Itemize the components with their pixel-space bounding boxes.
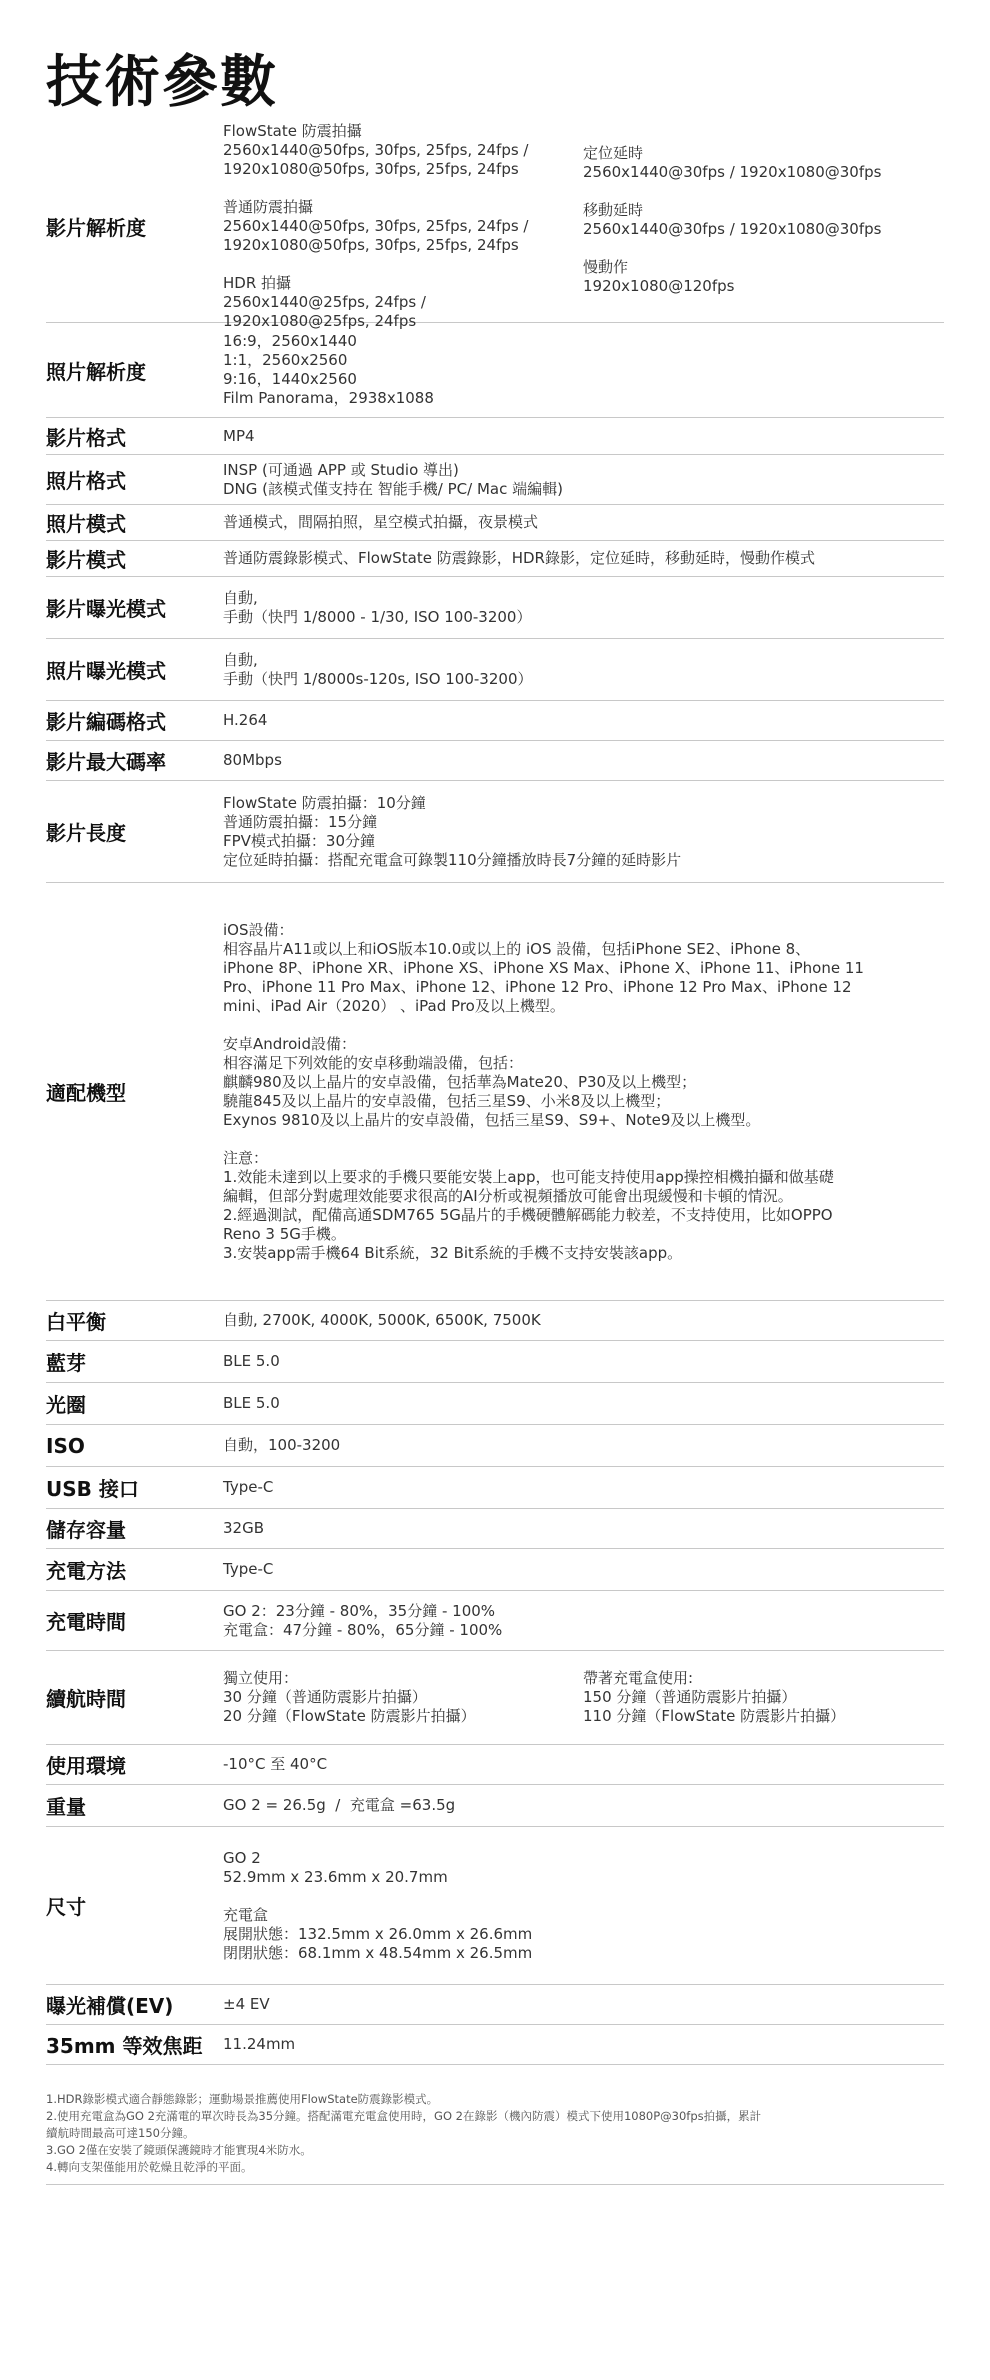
spec-value	[223, 1472, 944, 1503]
spec-row-bluetooth	[46, 1341, 944, 1383]
spec-label: 影片編碼格式	[46, 710, 166, 734]
spec-line: 移動延時	[583, 200, 644, 219]
spec-value	[223, 915, 944, 1269]
spec-value	[223, 1554, 944, 1585]
spec-line: MP4	[223, 426, 255, 445]
spec-line: GO 2：23分鐘 - 80%，35分鐘 - 100%	[223, 1601, 496, 1620]
spec-line: 驍龍845及以上晶片的安卓設備，包括三星S9、小米8及以上機型；	[223, 1091, 671, 1110]
spec-line: 2560x1440@50fps, 30fps, 25fps, 24fps /	[223, 216, 529, 235]
spec-label: 充電方法	[46, 1559, 126, 1583]
spec-label: 曝光補償(EV)	[46, 1994, 174, 2018]
spec-value	[223, 645, 944, 695]
spec-value	[223, 1596, 944, 1646]
spec-value	[223, 1346, 944, 1377]
spec-line: Film Panorama，2938x1088	[223, 389, 434, 407]
spec-value-left	[223, 1669, 583, 1726]
spec-value	[223, 1388, 944, 1419]
spec-row-environment	[46, 1745, 944, 1785]
spec-label: 白平衡	[46, 1310, 106, 1334]
spec-row-compatible-devices	[46, 883, 944, 1301]
spec-label: 照片模式	[46, 512, 126, 536]
spec-line: 普通防震拍攝	[223, 197, 314, 216]
spec-line: FlowState 防震拍攝：10分鐘	[223, 793, 426, 812]
spec-value	[223, 2029, 944, 2060]
spec-row-storage	[46, 1509, 944, 1549]
spec-line: 20 分鐘（FlowState 防震影片拍攝）	[223, 1707, 476, 1725]
spec-line: 2560x1440@50fps, 30fps, 25fps, 24fps /	[223, 140, 529, 159]
spec-value	[223, 1430, 944, 1461]
spec-row-photo-format	[46, 455, 944, 505]
spec-label: 續航時間	[46, 1687, 126, 1711]
spec-line: 110 分鐘（FlowState 防震影片拍攝）	[583, 1707, 846, 1725]
spec-line	[223, 255, 583, 274]
spec-row-codec	[46, 701, 944, 741]
spec-line: 安卓Android設備：	[223, 1034, 356, 1053]
spec-line: 2560x1440@30fps / 1920x1080@30fps	[583, 219, 882, 238]
spec-label: 使用環境	[46, 1754, 126, 1778]
spec-line: 續航時間最高可達150分鐘。	[46, 2126, 195, 2140]
spec-line: BLE 5.0	[223, 1394, 280, 1412]
spec-line: 1920x1080@120fps	[583, 276, 735, 295]
spec-line: 自動，100-3200	[223, 1436, 341, 1454]
spec-value	[223, 116, 944, 337]
spec-value-right	[583, 1669, 944, 1726]
spec-label: 影片最大碼率	[46, 750, 166, 774]
spec-line: HDR 拍攝	[223, 273, 292, 292]
spec-line: mini、iPad Air（2020） 、iPad Pro及以上機型。	[223, 996, 565, 1015]
spec-line: ±4 EV	[223, 1995, 270, 2013]
spec-line: 1920x1080@50fps, 30fps, 25fps, 24fps	[223, 235, 519, 254]
spec-row-aperture	[46, 1383, 944, 1425]
spec-line: iOS設備：	[223, 920, 294, 939]
spec-line: 52.9mm x 23.6mm x 20.7mm	[223, 1867, 448, 1886]
spec-label: 重量	[46, 1795, 86, 1819]
spec-label: 照片曝光模式	[46, 659, 166, 683]
spec-row-duration	[46, 781, 944, 883]
spec-row-photo-exposure	[46, 639, 944, 701]
spec-line: 普通防震拍攝：15分鐘	[223, 812, 378, 831]
spec-line: 手動（快門 1/8000 - 1/30, ISO 100-3200）	[223, 607, 532, 626]
spec-line: Exynos 9810及以上晶片的安卓設備，包括三星S9、S9+、Note9及以上機型。	[223, 1110, 761, 1129]
spec-row-battery-life	[46, 1651, 944, 1745]
spec-label: USB 接口	[46, 1477, 139, 1501]
spec-value	[223, 326, 944, 414]
spec-label: ISO	[46, 1433, 85, 1458]
spec-row-charge-time	[46, 1591, 944, 1651]
spec-value	[223, 1989, 944, 2020]
spec-line: 3.安裝app需手機64 Bit系統，32 Bit系統的手機不支持安裝該app。	[223, 1243, 683, 1262]
spec-line: INSP (可通過 APP 或 Studio 導出)	[223, 460, 459, 479]
spec-label: 影片曝光模式	[46, 597, 166, 621]
spec-value	[223, 455, 944, 505]
spec-table	[46, 121, 944, 2065]
spec-value-left	[223, 122, 583, 331]
spec-line: 30 分鐘（普通防震影片拍攝）	[223, 1688, 427, 1706]
spec-row-bitrate	[46, 741, 944, 781]
spec-line: 普通模式，間隔拍照，星空模式拍攝，夜景模式	[223, 513, 539, 531]
spec-line: FlowState 防震拍攝	[223, 121, 362, 140]
spec-line: BLE 5.0	[223, 1352, 280, 1370]
spec-line: GO 2	[223, 1848, 261, 1867]
spec-line: 11.24mm	[223, 2035, 296, 2053]
spec-label: 影片解析度	[46, 215, 146, 240]
spec-line: 相容滿足下列效能的安卓移動端設備，包括：	[223, 1053, 524, 1072]
spec-value	[223, 1749, 944, 1780]
spec-line	[223, 1130, 944, 1149]
spec-value	[223, 583, 944, 633]
spec-line: 16:9，2560x1440	[223, 332, 357, 350]
spec-line: 2.使用充電盒為GO 2充滿電的單次時長為35分鐘。搭配滿電充電盒使用時，GO 2在錄影（機內防震）模式下使用1080P@30fps拍攝，累計	[46, 2109, 762, 2123]
spec-line: 帶著充電盒使用:	[583, 1669, 694, 1687]
spec-label: 影片長度	[46, 821, 126, 845]
spec-row-video-exposure	[46, 577, 944, 639]
spec-label: 尺寸	[46, 1895, 86, 1919]
spec-value	[223, 1790, 944, 1821]
spec-value	[223, 1305, 944, 1336]
spec-line: Type-C	[223, 1560, 274, 1578]
spec-row-usb	[46, 1467, 944, 1509]
spec-line: 獨立使用：	[223, 1669, 299, 1687]
spec-label: 35mm 等效焦距	[46, 2034, 203, 2058]
spec-label: 充電時間	[46, 1610, 126, 1634]
spec-line: 慢動作	[583, 257, 629, 276]
spec-line: H.264	[223, 711, 268, 729]
spec-row-iso	[46, 1425, 944, 1467]
spec-line: GO 2 = 26.5g / 充電盒 =63.5g	[223, 1796, 456, 1814]
spec-line: Pro、iPhone 11 Pro Max、iPhone 12、iPhone 12 Pro、iPhone 12 Pro Max、iPhone 12	[223, 977, 852, 996]
footnotes	[46, 2091, 944, 2185]
spec-line: 普通防震錄影模式、FlowState 防震錄影，HDR錄影，定位延時，移動延時，慢動作模式	[223, 549, 815, 567]
spec-line: 編輯，但部分對處理效能要求很高的AI分析或視頻播放可能會出現緩慢和卡頓的情況。	[223, 1186, 793, 1205]
spec-line: 自動,	[223, 650, 258, 669]
spec-line: 充電盒：47分鐘 - 80%，65分鐘 - 100%	[223, 1620, 503, 1639]
spec-line: 1920x1080@25fps, 24fps	[223, 311, 417, 330]
spec-line: FPV模式拍攝：30分鐘	[223, 831, 376, 850]
spec-line: 相容晶片A11或以上和iOS版本10.0或以上的 iOS 設備，包括iPhone SE2、iPhone 8、	[223, 939, 811, 958]
spec-line: 2560x1440@25fps, 24fps /	[223, 292, 426, 311]
spec-line: 32GB	[223, 1519, 265, 1537]
spec-row-dimensions	[46, 1827, 944, 1985]
spec-line	[223, 1887, 944, 1906]
spec-line: 3.GO 2僅在安裝了鏡頭保護鏡時才能實現4米防水。	[46, 2143, 312, 2157]
spec-value-right	[583, 122, 944, 331]
spec-line: Reno 3 5G手機。	[223, 1224, 346, 1243]
spec-line: 4.轉向支架僅能用於乾燥且乾淨的平面。	[46, 2160, 253, 2174]
spec-line: -10°C 至 40°C	[223, 1755, 328, 1773]
spec-value	[223, 705, 944, 736]
spec-value	[223, 1843, 944, 1969]
spec-line: iPhone 8P、iPhone XR、iPhone XS、iPhone XS Max、iPhone X、iPhone 11、iPhone 11	[223, 958, 864, 977]
spec-line: 2.經過測試，配備高通SDM765 5G晶片的手機硬體解碼能力較差，不支持使用，比如OPPO	[223, 1205, 833, 1224]
spec-line: 閉閉狀態：68.1mm x 48.54mm x 26.5mm	[223, 1943, 533, 1962]
spec-line: 80Mbps	[223, 751, 282, 769]
spec-line: 注意：	[223, 1148, 269, 1167]
spec-value	[223, 1663, 944, 1732]
spec-line: 定位延時拍攝：搭配充電盒可錄製110分鐘播放時長7分鐘的延時影片	[223, 850, 682, 869]
spec-value	[223, 507, 944, 538]
spec-line: Type-C	[223, 1478, 274, 1496]
spec-label: 儲存容量	[46, 1518, 126, 1542]
spec-row-exposure-compensation	[46, 1985, 944, 2025]
spec-line: 150 分鐘（普通防震影片拍攝）	[583, 1688, 797, 1706]
spec-line: 自動,	[223, 588, 258, 607]
spec-line	[223, 179, 583, 198]
spec-label: 照片格式	[46, 469, 126, 493]
spec-line: 麒麟980及以上晶片的安卓設備，包括華為Mate20、P30及以上機型；	[223, 1072, 697, 1091]
spec-row-charging	[46, 1549, 944, 1591]
spec-line	[583, 239, 944, 258]
spec-line: DNG (該模式僅支持在 智能手機/ PC/ Mac 端編輯)	[223, 479, 563, 498]
spec-line: 手動（快門 1/8000s-120s, ISO 100-3200）	[223, 669, 533, 688]
page-title: 技術參數	[46, 50, 278, 115]
spec-row-video-resolution	[46, 121, 944, 330]
spec-label: 藍芽	[46, 1351, 86, 1375]
spec-line: 1.HDR錄影模式適合靜態錄影；運動場景推薦使用FlowState防震錄影模式。	[46, 2092, 439, 2106]
spec-value	[223, 421, 944, 452]
spec-row-weight	[46, 1785, 944, 1827]
spec-line: 定位延時	[583, 143, 644, 162]
spec-line: 充電盒	[223, 1905, 269, 1924]
spec-label: 照片解析度	[46, 359, 146, 384]
spec-label: 影片格式	[46, 425, 126, 450]
spec-label: 適配機型	[46, 1081, 126, 1105]
spec-value	[223, 1513, 944, 1544]
spec-line	[223, 1016, 944, 1035]
spec-row-video-format	[46, 418, 944, 455]
spec-line: 1.效能未達到以上要求的手機只要能安裝上app，也可能支持使用app操控相機拍攝和做基礎	[223, 1167, 834, 1186]
spec-label: 影片模式	[46, 548, 126, 572]
spec-row-white-balance	[46, 1301, 944, 1341]
spec-label: 光圈	[46, 1393, 86, 1417]
spec-value	[223, 788, 944, 876]
spec-line	[583, 182, 944, 201]
spec-row-video-mode	[46, 541, 944, 577]
spec-line: 1:1，2560x2560	[223, 351, 348, 369]
spec-line: 展開狀態：132.5mm x 26.0mm x 26.6mm	[223, 1924, 533, 1943]
spec-line: 9:16，1440x2560	[223, 370, 357, 388]
spec-value	[223, 543, 944, 574]
spec-row-photo-mode	[46, 505, 944, 541]
spec-row-focal-length	[46, 2025, 944, 2065]
spec-value	[223, 745, 944, 776]
spec-line: 2560x1440@30fps / 1920x1080@30fps	[583, 162, 882, 181]
spec-line: 1920x1080@50fps, 30fps, 25fps, 24fps	[223, 159, 519, 178]
spec-line: 自動, 2700K, 4000K, 5000K, 6500K, 7500K	[223, 1311, 541, 1329]
spec-row-photo-resolution	[46, 323, 944, 418]
